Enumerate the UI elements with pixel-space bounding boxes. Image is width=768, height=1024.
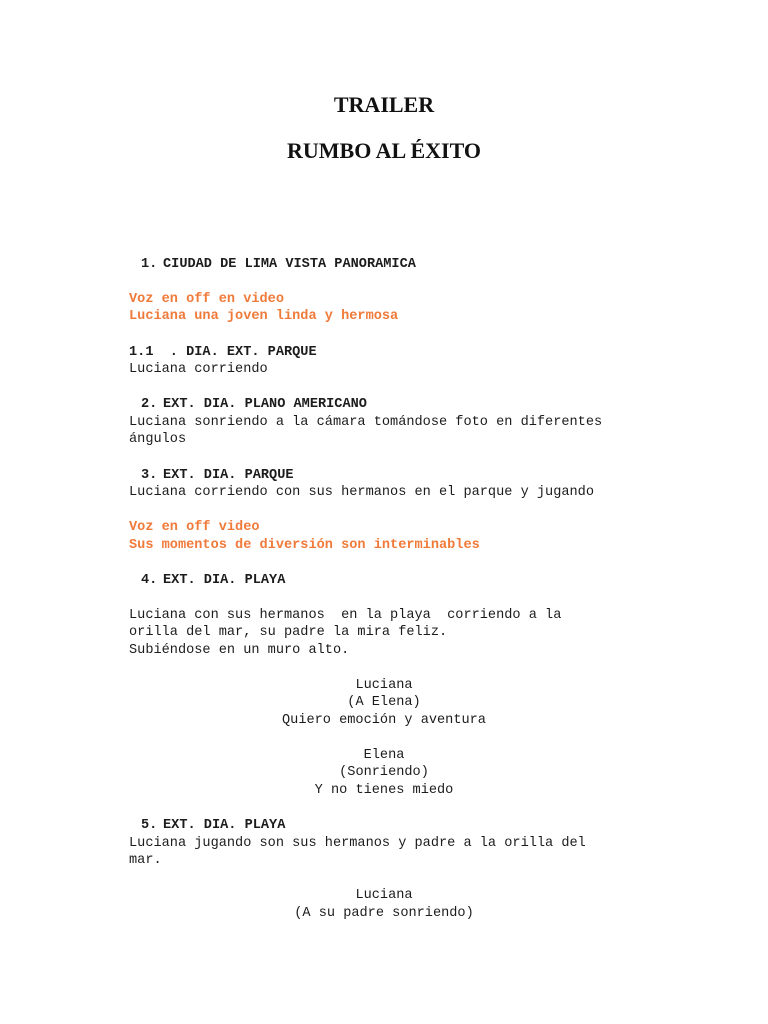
document-subtitle: RUMBO AL ÉXITO: [287, 138, 481, 163]
scene-action-5-line1: Luciana jugando son sus hermanos y padre a la orilla del: [129, 836, 586, 851]
scene-action-4-line2: orilla del mar, su padre la mira feliz.: [129, 625, 448, 640]
scene-number: 2.: [141, 397, 158, 412]
voiceover-label-2: Voz en off video: [129, 520, 260, 535]
scene-heading-4: [141, 572, 285, 590]
scene-number: 5.: [141, 818, 158, 833]
scene-heading-1: [141, 256, 416, 274]
scene-heading-5: [141, 817, 285, 835]
scene-number: 3.: [141, 468, 158, 483]
voiceover-text-1: Luciana una joven linda y hermosa: [129, 309, 399, 324]
dialogue-line: Y no tienes miedo: [314, 783, 454, 798]
voiceover-label-1: Voz en off en video: [129, 292, 284, 307]
dialogue-parenthetical: (A Elena): [347, 695, 421, 710]
scene-heading-text: EXT. DIA. PLAYA: [163, 818, 286, 833]
scene-heading-text: EXT. DIA. PARQUE: [163, 468, 294, 483]
dialogue-parenthetical: (A su padre sonriendo): [294, 906, 474, 921]
scene-action-1-1: Luciana corriendo: [129, 362, 268, 377]
scene-action-4-line1: Luciana con sus hermanos en la playa corriendo a la: [129, 608, 562, 623]
scene-action-2-line1: Luciana sonriendo a la cámara tomándose foto en diferentes: [129, 415, 603, 430]
dialogue-character-luciana: Luciana: [355, 888, 413, 903]
dialogue-line: Quiero emoción y aventura: [282, 713, 486, 728]
scene-action-3: Luciana corriendo con sus hermanos en el parque y jugando: [129, 485, 594, 500]
document-title: TRAILER: [333, 92, 435, 117]
scene-heading-3: [141, 467, 294, 485]
dialogue-character-elena: Elena: [363, 748, 405, 763]
dialogue-character-luciana: Luciana: [355, 678, 413, 693]
scene-number: 4.: [141, 573, 158, 588]
scene-number: 1.: [141, 257, 158, 272]
voiceover-text-2: Sus momentos de diversión son interminables: [129, 538, 480, 553]
scene-action-4-line3: Subiéndose en un muro alto.: [129, 643, 350, 658]
scene-heading-text: EXT. DIA. PLAYA: [163, 573, 286, 588]
scene-heading-2: [141, 396, 367, 414]
scene-action-5-line2: mar.: [129, 853, 162, 868]
scene-heading-text: EXT. DIA. PLANO AMERICANO: [163, 397, 367, 412]
scene-heading-1-1: 1.1 . DIA. EXT. PARQUE: [129, 345, 317, 360]
scene-heading-text: CIUDAD DE LIMA VISTA PANORAMICA: [163, 257, 416, 272]
scene-action-2-line2: ángulos: [129, 432, 187, 447]
dialogue-parenthetical: (Sonriendo): [339, 765, 429, 780]
